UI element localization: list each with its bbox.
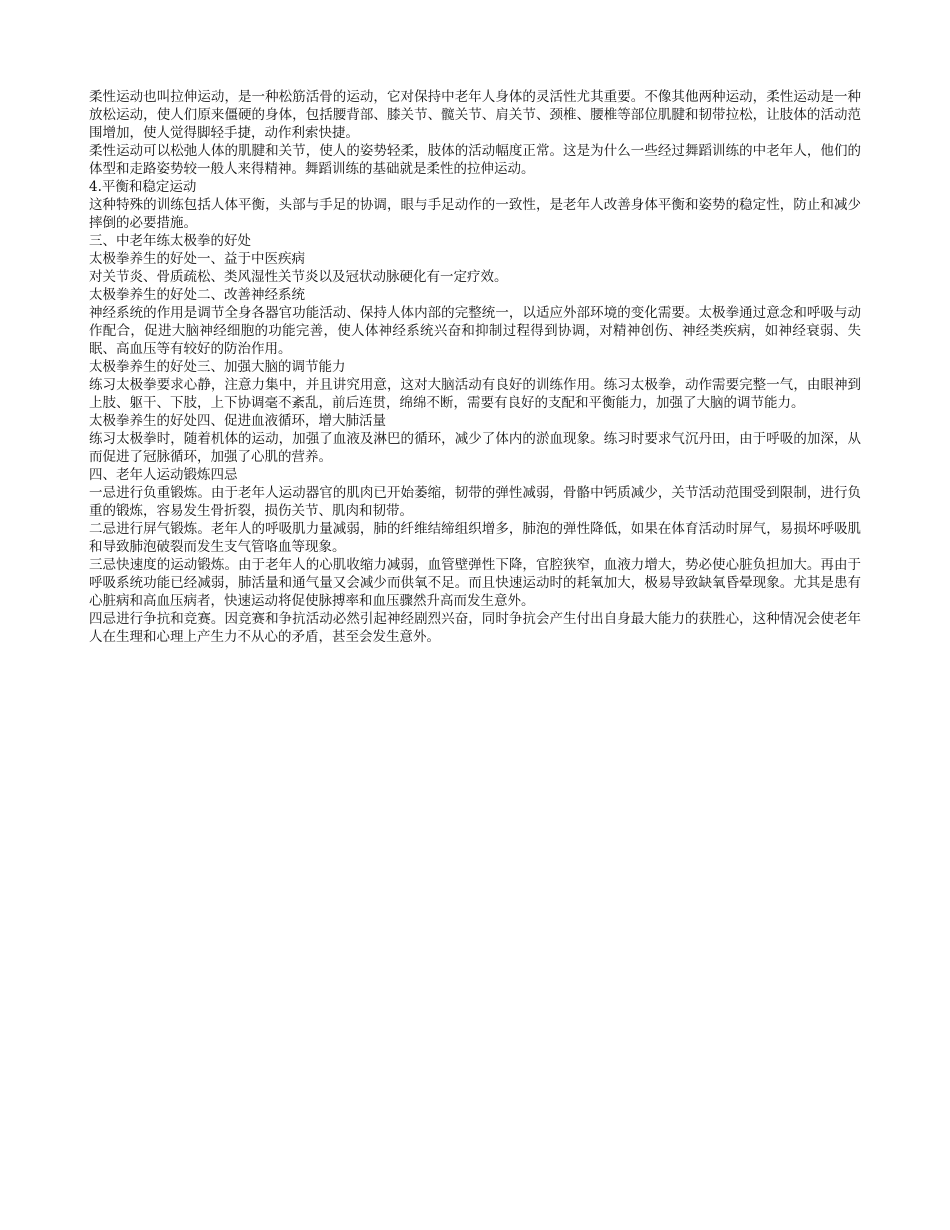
heading-four-avoidances: 四、老年人运动锻炼四忌 [89,467,238,483]
paragraph-taichi-benefit-3: 练习太极拳要求心静，注意力集中，并且讲究用意，这对大脑活动有良好的训练作用。练习太极拳，动作需要完整一气，由眼神到上肢、躯干、下肢，上下协调毫不紊乱，前后连贯，绵绵不断，需要有良好的支配和平衡能力，加强了大脑的调节能力。 [89,377,861,411]
paragraph-taichi-benefit-1: 对关节炎、骨质疏松、类风湿性关节炎以及冠状动脉硬化有一定疗效。 [89,269,508,285]
paragraph-taichi-benefit-2: 神经系统的作用是调节全身各器官功能活动、保持人体内部的完整统一，以适应外部环境的变化需要。太极拳通过意念和呼吸与动作配合，促进大脑神经细胞的功能完善，使人体神经系统兴奋和抑制过程得到协调，对精神创伤、神经类疾病，如神经衰弱、失眠、高血压等有较好的防治作用。 [89,305,861,357]
heading-balance-exercise: 4.平衡和稳定运动 [89,179,197,195]
heading-taichi-benefits: 三、中老年练太极拳的好处 [89,233,251,249]
heading-taichi-benefit-3: 太极拳养生的好处三、加强大脑的调节能力 [89,359,346,375]
paragraph-flexibility-intro: 柔性运动也叫拉伸运动，是一种松筋活骨的运动，它对保持中老年人身体的灵活性尤其重要。不像其他两种运动，柔性运动是一种放松运动，使人们原来僵硬的身体，包括腰背部、膝关节、髋关节、肩关节、颈椎、腰椎等部位肌腱和韧带拉松，让肢体的活动范围增加，使人觉得脚轻手捷，动作利索快捷。 [89,89,861,141]
paragraph-avoid-competition: 四忌进行争抗和竞赛。因竞赛和争抗活动必然引起神经剧烈兴奋，同时争抗会产生付出自身最大能力的获胜心，这种情况会使老年人在生理和心理上产生力不从心的矛盾，甚至会发生意外。 [89,611,861,645]
heading-taichi-benefit-2: 太极拳养生的好处二、改善神经系统 [89,287,305,303]
paragraph-taichi-benefit-4: 练习太极拳时，随着机体的运动，加强了血液及淋巴的循环，减少了体内的淤血现象。练习时要求气沉丹田，由于呼吸的加深，从而促进了冠脉循环，加强了心肌的营养。 [89,431,861,465]
paragraph-avoid-weight-bearing: 一忌进行负重锻炼。由于老年人运动器官的肌肉已开始萎缩，韧带的弹性减弱，骨骼中钙质减少，关节活动范围受到限制，进行负重的锻炼，容易发生骨折裂，损伤关节、肌肉和韧带。 [89,485,861,519]
paragraph-avoid-breath-holding: 二忌进行屏气锻炼。老年人的呼吸肌力量减弱，肺的纤维结缔组织增多，肺泡的弹性降低，如果在体育活动时屏气，易损坏呼吸肌和导致肺泡破裂而发生支气管咯血等现象。 [89,521,861,555]
paragraph-balance-exercise: 这种特殊的训练包括人体平衡，头部与手足的协调，眼与手足动作的一致性，是老年人改善身体平衡和姿势的稳定性，防止和减少摔倒的必要措施。 [89,197,861,231]
paragraph-avoid-fast-exercise: 三忌快速度的运动锻炼。由于老年人的心肌收缩力减弱，血管壁弹性下降，官腔狭窄，血液力增大，势必使心脏负担加大。再由于呼吸系统功能已经减弱，肺活量和通气量又会减少而供氧不足。而且快速运动时的耗氧加大，极易导致缺氧昏晕现象。尤其是患有心脏病和高血压病者，快速运动将促使脉搏率和血压骤然升高而发生意外。 [89,557,861,609]
paragraph-flexibility-benefit: 柔性运动可以松弛人体的肌腱和关节，使人的姿势轻柔，肢体的活动幅度正常。这是为什么一些经过舞蹈训练的中老年人，他们的体型和走路姿势较一般人来得精神。舞蹈训练的基础就是柔性的拉伸运动。 [89,143,861,177]
document-body [89,88,861,646]
heading-taichi-benefit-4: 太极拳养生的好处四、促进血液循环，增大肺活量 [89,413,386,429]
heading-taichi-benefit-1: 太极拳养生的好处一、益于中医疾病 [89,251,305,267]
